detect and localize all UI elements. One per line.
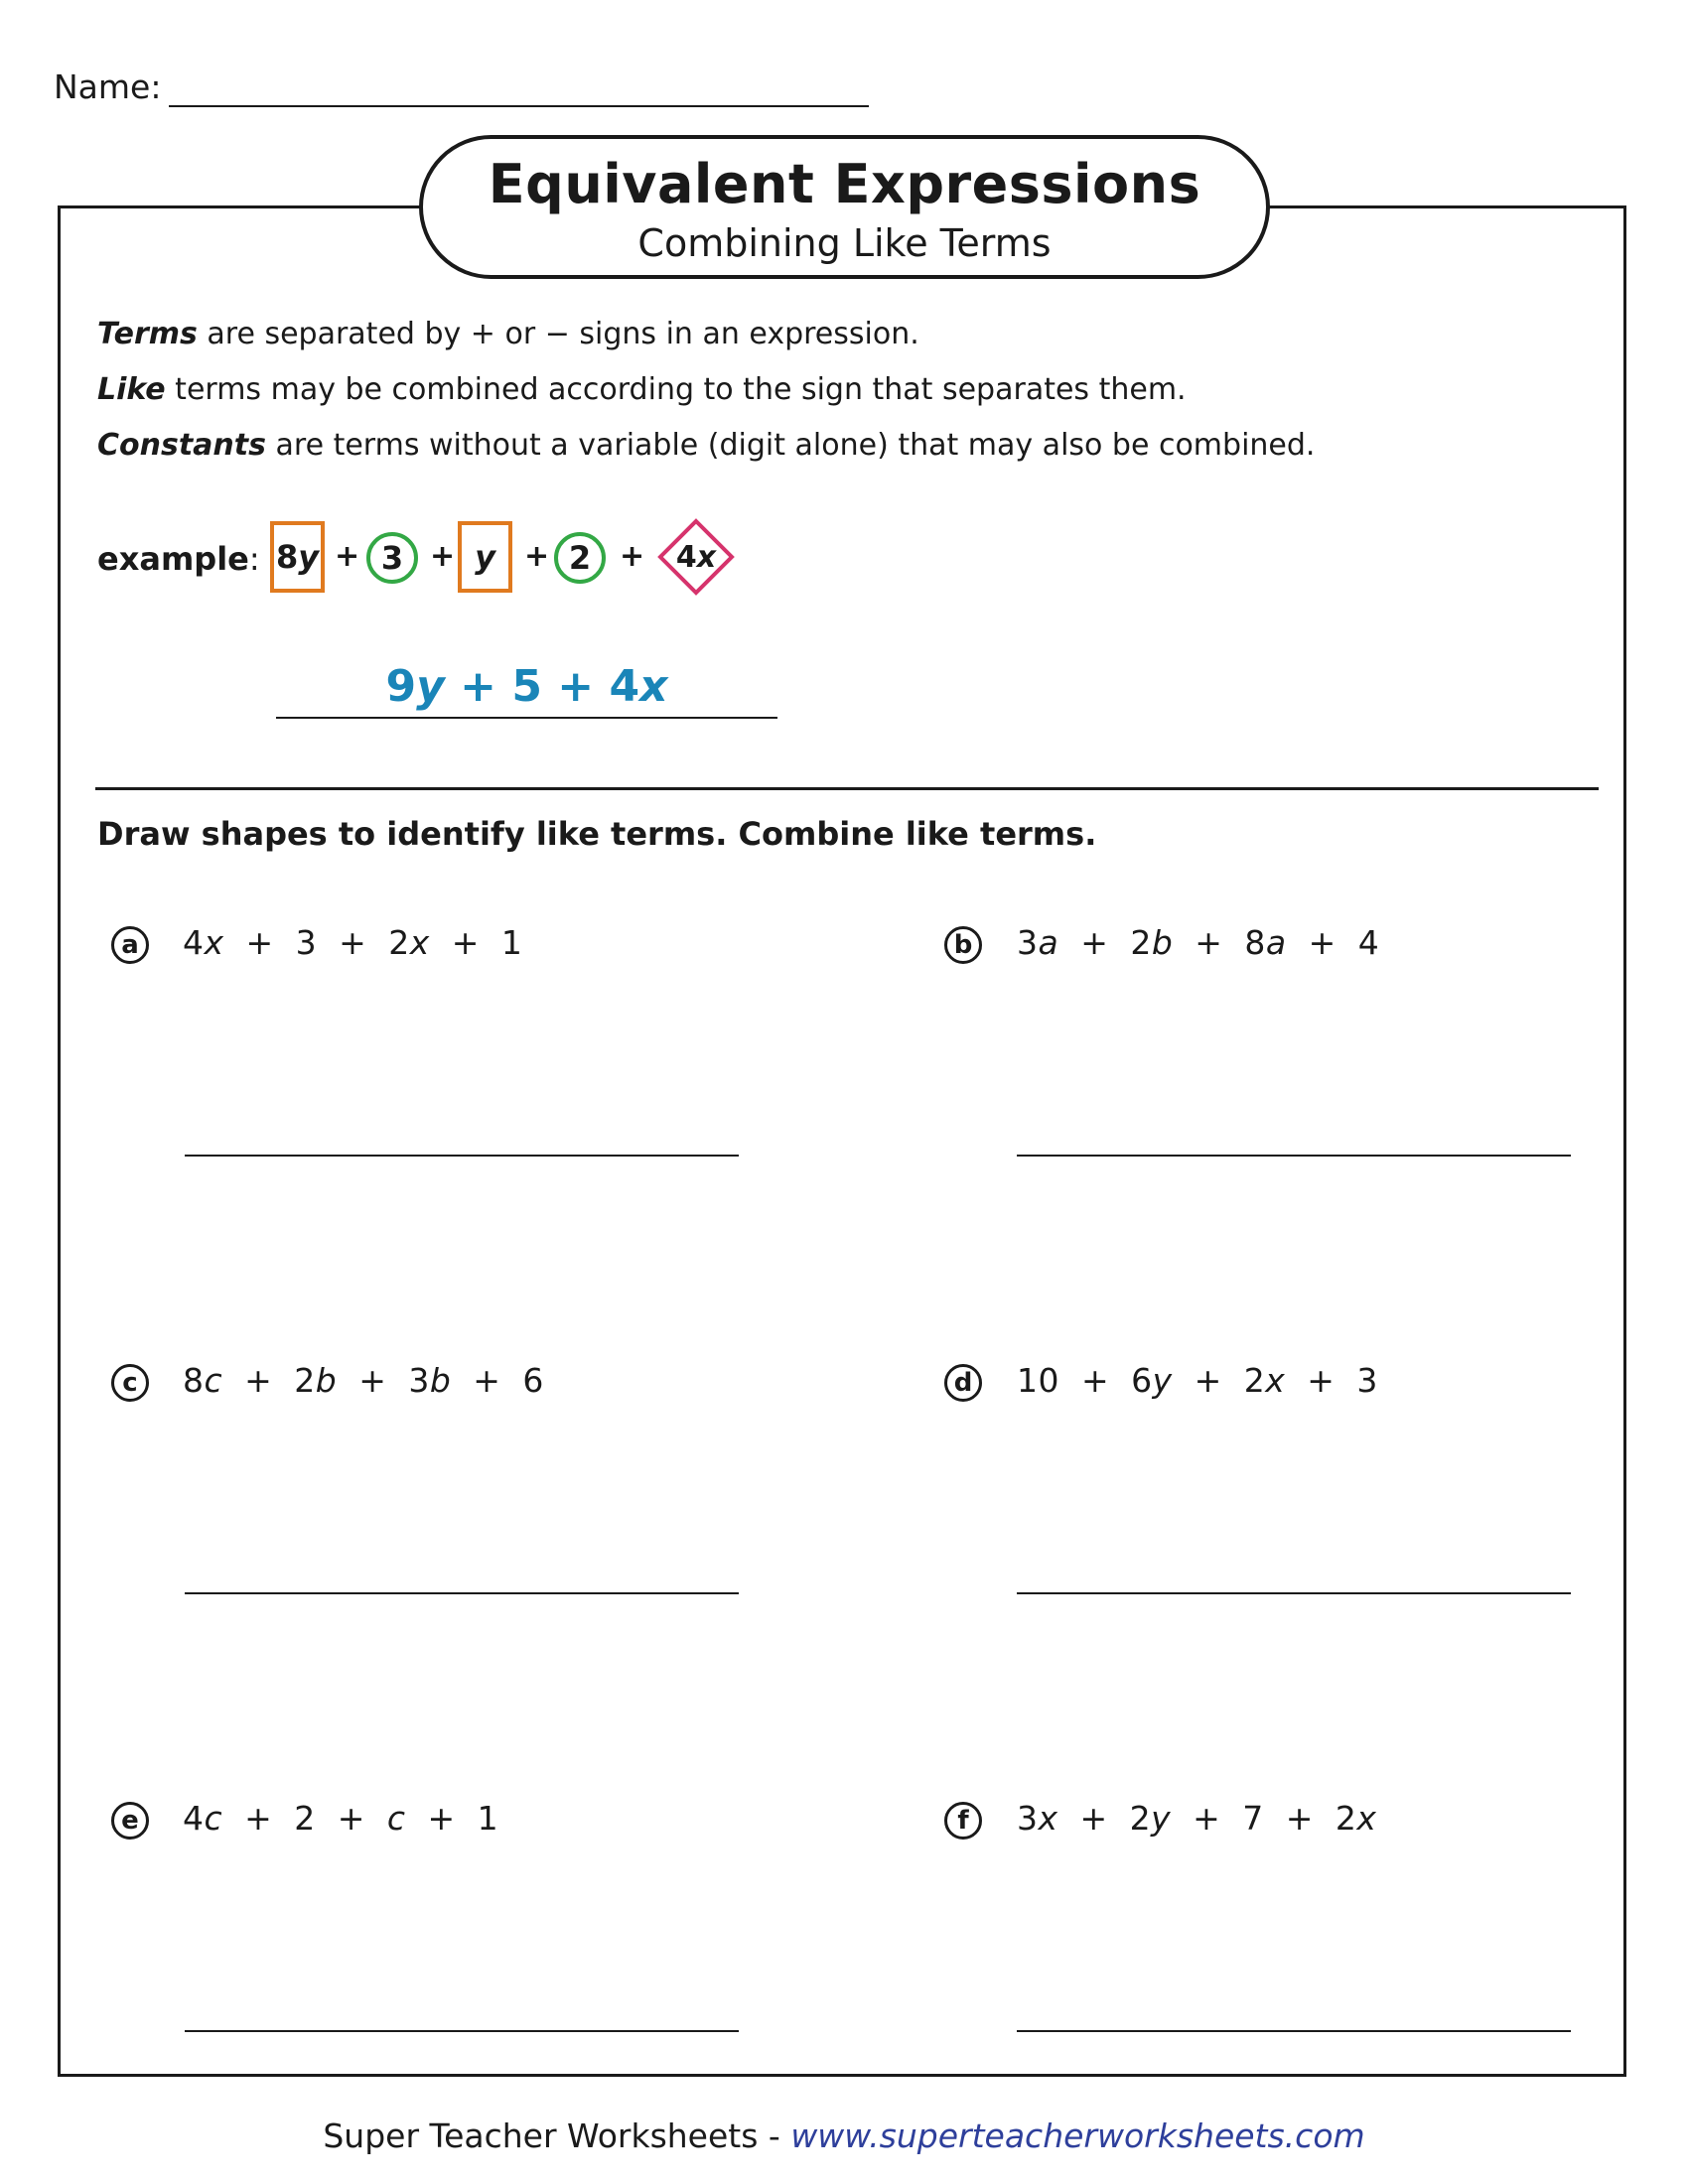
- problem-letter-c: c: [111, 1364, 149, 1402]
- answer-line-c[interactable]: [185, 1592, 739, 1594]
- definition-like: Like terms may be combined according to the sign that separates them.: [97, 372, 1187, 407]
- problem-letter-f: f: [944, 1802, 982, 1840]
- example-term-square-8y: 8 y: [270, 521, 325, 593]
- answer-line-f[interactable]: [1017, 2030, 1571, 2032]
- problem-expression-e: 4c + 2 + c + 1: [183, 1799, 499, 1838]
- example-label: example:: [97, 540, 260, 578]
- problem-expression-d: 10 + 6y + 2x + 3: [1017, 1361, 1378, 1400]
- example-term-circle-3: 3: [366, 532, 418, 584]
- name-label: Name:: [54, 68, 162, 106]
- example-plus: +: [335, 539, 360, 574]
- worksheet-frame: [58, 205, 1626, 2077]
- problem-letter-d: d: [944, 1364, 982, 1402]
- definition-constants: Constants are terms without a variable (digit alone) that may also be combined.: [97, 428, 1316, 463]
- footer: [0, 2116, 1688, 2155]
- problem-letter-b: b: [944, 926, 982, 964]
- example-term-square-y: y: [458, 521, 512, 593]
- name-line[interactable]: [169, 105, 869, 107]
- problem-expression-c: 8c + 2b + 3b + 6: [183, 1361, 544, 1400]
- page-title: Equivalent Expressions: [488, 153, 1201, 215]
- example-plus: +: [620, 539, 645, 574]
- example-answer-line: [276, 717, 777, 719]
- definition-terms: Terms are separated by + or − signs in an expression.: [97, 317, 919, 351]
- answer-line-a[interactable]: [185, 1155, 739, 1157]
- answer-line-d[interactable]: [1017, 1592, 1571, 1594]
- example-plus: +: [430, 539, 456, 574]
- footer-link[interactable]: www.superteacherworksheets.com: [790, 2116, 1365, 2155]
- instructions: Draw shapes to identify like terms. Combine like terms.: [97, 815, 1097, 853]
- answer-line-e[interactable]: [185, 2030, 739, 2032]
- example-plus: +: [524, 539, 550, 574]
- example-answer: 9y + 5 + 4x: [385, 661, 668, 712]
- answer-line-b[interactable]: [1017, 1155, 1571, 1157]
- title-banner: [419, 135, 1270, 279]
- problem-expression-a: 4x + 3 + 2x + 1: [183, 923, 523, 962]
- problem-letter-a: a: [111, 926, 149, 964]
- problem-expression-f: 3x + 2y + 7 + 2x: [1017, 1799, 1377, 1838]
- problem-expression-b: 3a + 2b + 8a + 4: [1017, 923, 1380, 962]
- page-subtitle: Combining Like Terms: [637, 221, 1052, 265]
- example-term-circle-2: 2: [554, 532, 606, 584]
- example-term-diamond-4x: 4 x: [657, 518, 735, 596]
- problem-letter-e: e: [111, 1802, 149, 1840]
- section-divider: [95, 787, 1599, 790]
- footer-text: Super Teacher Worksheets -: [323, 2116, 791, 2155]
